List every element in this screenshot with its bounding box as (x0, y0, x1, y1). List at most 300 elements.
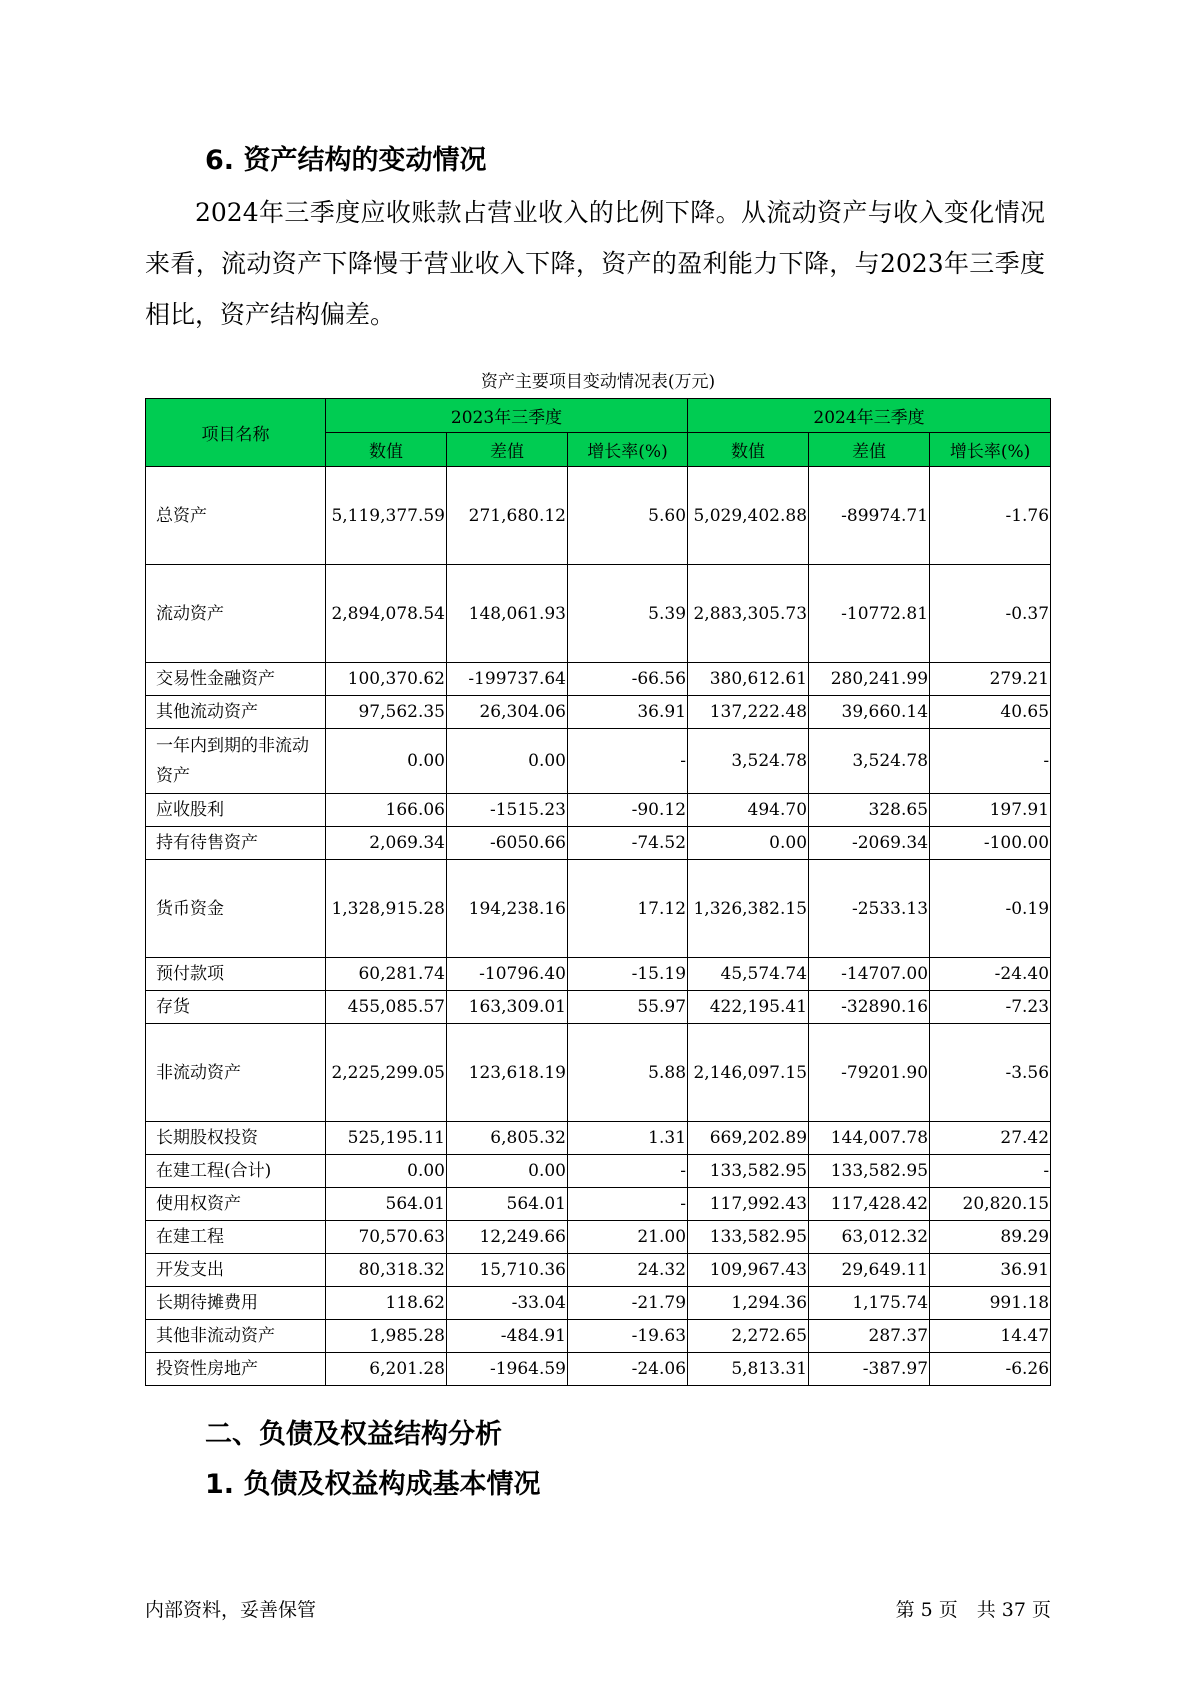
cell-growth-2023-text: - (680, 751, 687, 771)
cell-diff-2023 (447, 1287, 568, 1320)
row-item-name-text: 应收股利 (156, 800, 224, 820)
cell-value-2023 (326, 1155, 447, 1188)
cell-growth-2023-text: -19.63 (631, 1326, 687, 1346)
cell-diff-2023-text: 194,238.16 (468, 898, 566, 919)
table-row (146, 1353, 1051, 1386)
cell-value-2024 (688, 1254, 809, 1287)
row-item-name-text: 使用权资产 (156, 1194, 241, 1214)
cell-value-2023-text: 97,562.35 (358, 702, 445, 722)
cell-diff-2024 (809, 1254, 930, 1287)
cell-growth-2024-text: 197.91 (989, 800, 1050, 820)
row-item-name (146, 1188, 326, 1221)
cell-growth-2023 (568, 794, 688, 827)
cell-growth-2023 (568, 1287, 688, 1320)
cell-diff-2024 (809, 958, 930, 991)
header-period-2023: 2023年三季度 (326, 399, 688, 433)
row-item-name (146, 1155, 326, 1188)
cell-growth-2024 (930, 1188, 1051, 1221)
row-item-name (146, 729, 326, 794)
cell-growth-2023 (568, 991, 688, 1024)
cell-growth-2024 (930, 991, 1051, 1024)
cell-growth-2023 (568, 1188, 688, 1221)
table-row (146, 729, 1051, 794)
cell-growth-2023 (568, 696, 688, 729)
cell-value-2023-text: 455,085.57 (347, 997, 445, 1017)
cell-diff-2023-text: -6050.66 (489, 833, 566, 853)
cell-growth-2023-text: 55.97 (637, 997, 687, 1017)
header-diff-2023: 差值 (447, 433, 568, 467)
cell-diff-2024 (809, 1024, 930, 1122)
cell-growth-2023-text: - (680, 1194, 687, 1214)
cell-value-2023 (326, 1024, 447, 1122)
row-item-name (146, 794, 326, 827)
table-row (146, 1254, 1051, 1287)
cell-diff-2023 (447, 1353, 568, 1386)
cell-diff-2024 (809, 1353, 930, 1386)
table-row (146, 1155, 1051, 1188)
cell-growth-2023-text: 24.32 (637, 1260, 687, 1280)
cell-value-2023-text: 5,119,377.59 (331, 505, 445, 526)
analysis-paragraph (145, 187, 1045, 340)
cell-value-2023 (326, 696, 447, 729)
header-growth-2023: 增长率(%) (568, 433, 688, 467)
cell-value-2024 (688, 565, 809, 663)
row-item-name-text: 存货 (156, 997, 190, 1017)
cell-value-2024 (688, 1024, 809, 1122)
cell-diff-2024-text: -2533.13 (851, 898, 929, 919)
cell-value-2024-text: 669,202.89 (709, 1128, 808, 1148)
cell-value-2023 (326, 565, 447, 663)
cell-value-2024 (688, 991, 809, 1024)
row-item-name (146, 1122, 326, 1155)
cell-diff-2023-text: 12,249.66 (479, 1227, 566, 1247)
cell-growth-2024 (930, 565, 1051, 663)
cell-growth-2023 (568, 565, 688, 663)
cell-diff-2023 (447, 1155, 568, 1188)
cell-value-2023 (326, 1122, 447, 1155)
cell-diff-2023-text: 163,309.01 (468, 997, 566, 1017)
cell-value-2024 (688, 860, 809, 958)
cell-growth-2024-text: 27.42 (1000, 1128, 1050, 1148)
row-item-name (146, 1254, 326, 1287)
cell-diff-2024-text: 133,582.95 (830, 1161, 929, 1181)
cell-growth-2023 (568, 1353, 688, 1386)
cell-growth-2023 (568, 1122, 688, 1155)
table-row (146, 1287, 1051, 1320)
cell-value-2024 (688, 1287, 809, 1320)
cell-value-2024 (688, 1353, 809, 1386)
cell-diff-2023 (447, 729, 568, 794)
cell-growth-2023-text: 17.12 (637, 898, 687, 919)
row-item-name (146, 663, 326, 696)
cell-value-2023 (326, 1254, 447, 1287)
row-item-name-text: 持有待售资产 (156, 833, 258, 853)
cell-diff-2023-text: 0.00 (528, 751, 566, 771)
table-row (146, 860, 1051, 958)
cell-diff-2023-text: 564.01 (506, 1194, 566, 1214)
cell-diff-2024 (809, 860, 930, 958)
cell-growth-2024-text: -0.19 (1005, 898, 1050, 919)
cell-value-2024 (688, 827, 809, 860)
cell-diff-2024 (809, 991, 930, 1024)
cell-value-2023-text: 2,069.34 (369, 833, 445, 853)
cell-diff-2023 (447, 1188, 568, 1221)
cell-value-2023 (326, 467, 447, 565)
section-2-heading: 二、负债及权益结构分析 (205, 1419, 502, 1450)
cell-diff-2023 (447, 1024, 568, 1122)
cell-growth-2024 (930, 1024, 1051, 1122)
cell-value-2024 (688, 1155, 809, 1188)
cell-diff-2024-text: -2069.34 (851, 833, 929, 853)
row-item-name-text: 在建工程 (156, 1227, 224, 1247)
cell-diff-2024 (809, 696, 930, 729)
cell-value-2023 (326, 729, 447, 794)
cell-diff-2024-text: 287.37 (868, 1326, 929, 1346)
cell-value-2023-text: 166.06 (385, 800, 445, 820)
cell-growth-2023-text: -74.52 (631, 833, 687, 853)
cell-diff-2024-text: -387.97 (862, 1359, 929, 1379)
cell-value-2023 (326, 991, 447, 1024)
row-item-name (146, 1221, 326, 1254)
cell-value-2023 (326, 860, 447, 958)
cell-growth-2023 (568, 1155, 688, 1188)
table-row (146, 467, 1051, 565)
cell-value-2024 (688, 958, 809, 991)
cell-diff-2023-text: -1964.59 (489, 1359, 566, 1379)
table-row (146, 794, 1051, 827)
cell-value-2024-text: 5,029,402.88 (693, 505, 808, 526)
row-item-name-text: 其他流动资产 (156, 702, 258, 722)
cell-diff-2023 (447, 565, 568, 663)
cell-value-2024 (688, 1188, 809, 1221)
cell-diff-2023-text: 148,061.93 (468, 603, 566, 624)
table-caption: 资产主要项目变动情况表(万元) (480, 372, 716, 392)
asset-change-table (145, 398, 1051, 1386)
cell-value-2023 (326, 1287, 447, 1320)
header-period-2024: 2024年三季度 (688, 399, 1051, 433)
row-item-name (146, 696, 326, 729)
row-item-name-text: 长期待摊费用 (156, 1293, 258, 1313)
cell-growth-2024 (930, 1320, 1051, 1353)
cell-growth-2024 (930, 1122, 1051, 1155)
cell-value-2023-text: 118.62 (385, 1293, 445, 1313)
cell-diff-2024-text: 280,241.99 (830, 669, 929, 689)
cell-diff-2023 (447, 663, 568, 696)
cell-diff-2024-text: 29,649.11 (841, 1260, 929, 1280)
cell-growth-2023-text: -24.06 (631, 1359, 687, 1379)
cell-growth-2024-text: 89.29 (1000, 1227, 1050, 1247)
cell-growth-2024-text: - (1043, 1161, 1050, 1181)
cell-growth-2024 (930, 696, 1051, 729)
cell-value-2023-text: 100,370.62 (347, 669, 445, 689)
cell-growth-2024-text: 20,820.15 (962, 1194, 1050, 1214)
cell-value-2024 (688, 663, 809, 696)
cell-diff-2023-text: -33.04 (511, 1293, 566, 1313)
cell-value-2023 (326, 827, 447, 860)
cell-value-2024 (688, 467, 809, 565)
cell-value-2024-text: 133,582.95 (709, 1227, 808, 1247)
cell-value-2024-text: 422,195.41 (709, 997, 808, 1017)
cell-diff-2024-text: -89974.71 (841, 505, 929, 526)
cell-diff-2024-text: -32890.16 (841, 997, 929, 1017)
header-growth-2024: 增长率(%) (930, 433, 1051, 467)
table-row (146, 1221, 1051, 1254)
cell-value-2024 (688, 729, 809, 794)
cell-diff-2024 (809, 794, 930, 827)
cell-value-2024 (688, 1221, 809, 1254)
cell-value-2024-text: 2,146,097.15 (693, 1062, 808, 1083)
cell-diff-2024 (809, 565, 930, 663)
cell-growth-2023 (568, 860, 688, 958)
row-item-name (146, 1287, 326, 1320)
cell-growth-2023 (568, 827, 688, 860)
cell-growth-2024-text: -24.40 (994, 964, 1050, 984)
table-row (146, 827, 1051, 860)
cell-value-2024 (688, 1122, 809, 1155)
cell-diff-2023 (447, 696, 568, 729)
row-item-name-text: 开发支出 (156, 1260, 224, 1280)
cell-growth-2023-text: 1.31 (648, 1128, 687, 1148)
cell-value-2023-text: 525,195.11 (347, 1128, 445, 1148)
cell-growth-2024 (930, 729, 1051, 794)
cell-diff-2023 (447, 1320, 568, 1353)
cell-diff-2023-text: -1515.23 (489, 800, 566, 820)
cell-growth-2023 (568, 1221, 688, 1254)
cell-value-2024 (688, 696, 809, 729)
cell-diff-2024 (809, 1155, 930, 1188)
cell-growth-2024-text: - (1043, 751, 1050, 771)
table-row (146, 565, 1051, 663)
cell-diff-2024 (809, 1122, 930, 1155)
row-item-name (146, 860, 326, 958)
cell-value-2023 (326, 794, 447, 827)
row-item-name-text: 一年内到期的非流动资产 (156, 736, 309, 786)
cell-diff-2023-text: -484.91 (500, 1326, 566, 1346)
section-2-1-heading: 1. 负债及权益构成基本情况 (205, 1469, 541, 1500)
cell-growth-2024 (930, 1155, 1051, 1188)
cell-growth-2023-text: -21.79 (631, 1293, 687, 1313)
cell-diff-2024-text: -14707.00 (841, 964, 929, 984)
row-item-name (146, 1320, 326, 1353)
cell-diff-2023 (447, 991, 568, 1024)
cell-diff-2024-text: 63,012.32 (841, 1227, 929, 1247)
footer-page-number: 第 5 页 共 37 页 (895, 1599, 1051, 1621)
cell-diff-2023-text: 6,805.32 (490, 1128, 566, 1148)
cell-growth-2024-text: 40.65 (1000, 702, 1050, 722)
table-row (146, 1188, 1051, 1221)
cell-growth-2024-text: 36.91 (1000, 1260, 1050, 1280)
row-item-name-text: 交易性金融资产 (156, 669, 275, 689)
table-body (146, 467, 1051, 1386)
row-item-name-text: 投资性房地产 (156, 1359, 258, 1379)
header-value-2023: 数值 (326, 433, 447, 467)
cell-growth-2024 (930, 1254, 1051, 1287)
cell-diff-2024 (809, 827, 930, 860)
cell-value-2024-text: 2,883,305.73 (693, 603, 808, 624)
row-item-name (146, 1024, 326, 1122)
cell-diff-2023 (447, 958, 568, 991)
cell-value-2023-text: 80,318.32 (358, 1260, 445, 1280)
paragraph-text: 2024年三季度应收账款占营业收入的比例下降。从流动资产与收入变化情况来看，流动资产下降慢于营业收入下降，资产的盈利能力下降，与2023年三季度相比，资产结构偏差。 (145, 198, 1045, 329)
cell-diff-2023 (447, 467, 568, 565)
row-item-name (146, 958, 326, 991)
cell-growth-2024-text: 14.47 (1000, 1326, 1050, 1346)
cell-value-2024-text: 117,992.43 (709, 1194, 808, 1214)
cell-diff-2024-text: 39,660.14 (841, 702, 929, 722)
row-item-name-text: 总资产 (156, 505, 207, 526)
cell-growth-2024-text: -0.37 (1005, 603, 1050, 624)
cell-value-2023-text: 6,201.28 (369, 1359, 445, 1379)
cell-diff-2024 (809, 1188, 930, 1221)
cell-value-2024-text: 1,294.36 (731, 1293, 808, 1313)
cell-value-2023-text: 1,985.28 (369, 1326, 445, 1346)
cell-growth-2023 (568, 1024, 688, 1122)
cell-value-2024-text: 494.70 (747, 800, 808, 820)
table-row (146, 958, 1051, 991)
cell-diff-2024-text: -10772.81 (841, 603, 929, 624)
cell-growth-2023-text: 21.00 (637, 1227, 687, 1247)
cell-growth-2024 (930, 1353, 1051, 1386)
cell-growth-2024 (930, 663, 1051, 696)
cell-growth-2023-text: -90.12 (631, 800, 687, 820)
cell-value-2023-text: 564.01 (385, 1194, 445, 1214)
cell-value-2023 (326, 958, 447, 991)
cell-value-2023-text: 2,225,299.05 (331, 1062, 445, 1083)
cell-growth-2023-text: 5.60 (648, 505, 687, 526)
cell-value-2023-text: 0.00 (407, 751, 445, 771)
row-item-name-text: 预付款项 (156, 964, 224, 984)
cell-growth-2023 (568, 958, 688, 991)
cell-growth-2024 (930, 467, 1051, 565)
cell-growth-2023 (568, 1320, 688, 1353)
cell-value-2024-text: 2,272.65 (731, 1326, 808, 1346)
row-item-name-text: 流动资产 (156, 603, 224, 624)
cell-growth-2023 (568, 729, 688, 794)
table-row (146, 1122, 1051, 1155)
cell-growth-2023 (568, 663, 688, 696)
cell-diff-2023-text: -10796.40 (479, 964, 566, 984)
cell-value-2024-text: 0.00 (769, 833, 808, 853)
cell-value-2024 (688, 794, 809, 827)
section-6-heading: 6. 资产结构的变动情况 (205, 145, 487, 176)
cell-growth-2024-text: -100.00 (983, 833, 1050, 853)
table-row (146, 663, 1051, 696)
cell-diff-2024-text: 3,524.78 (852, 751, 929, 771)
cell-diff-2023-text: 0.00 (528, 1161, 566, 1181)
cell-diff-2024-text: 117,428.42 (830, 1194, 929, 1214)
row-item-name-text: 货币资金 (156, 898, 224, 919)
table-row (146, 991, 1051, 1024)
cell-diff-2024 (809, 1287, 930, 1320)
cell-growth-2023-text: 36.91 (637, 702, 687, 722)
row-item-name-text: 非流动资产 (156, 1062, 241, 1083)
cell-diff-2024 (809, 663, 930, 696)
cell-value-2023 (326, 1188, 447, 1221)
footer-confidential: 内部资料，妥善保管 (145, 1599, 317, 1621)
cell-diff-2023 (447, 1221, 568, 1254)
cell-value-2023-text: 1,328,915.28 (331, 898, 445, 919)
cell-diff-2024-text: -79201.90 (841, 1062, 929, 1083)
cell-value-2023 (326, 663, 447, 696)
row-item-name (146, 565, 326, 663)
cell-diff-2023-text: 271,680.12 (468, 505, 566, 526)
cell-value-2024-text: 1,326,382.15 (693, 898, 808, 919)
cell-growth-2023-text: -66.56 (631, 669, 687, 689)
row-item-name-text: 长期股权投资 (156, 1128, 258, 1148)
cell-growth-2024 (930, 958, 1051, 991)
cell-value-2024 (688, 1320, 809, 1353)
header-item-name: 项目名称 (146, 399, 326, 467)
table-row (146, 1320, 1051, 1353)
cell-diff-2023-text: 15,710.36 (479, 1260, 566, 1280)
header-diff-2024: 差值 (809, 433, 930, 467)
cell-value-2023 (326, 1320, 447, 1353)
cell-growth-2024 (930, 860, 1051, 958)
cell-diff-2024-text: 144,007.78 (830, 1128, 929, 1148)
cell-growth-2024 (930, 794, 1051, 827)
row-item-name-text: 在建工程(合计) (156, 1161, 272, 1181)
cell-value-2024-text: 3,524.78 (731, 751, 808, 771)
cell-growth-2024-text: 279.21 (989, 669, 1050, 689)
cell-growth-2023-text: 5.39 (648, 603, 687, 624)
cell-growth-2023 (568, 467, 688, 565)
cell-growth-2023-text: -15.19 (631, 964, 687, 984)
table-row (146, 1024, 1051, 1122)
cell-diff-2023 (447, 827, 568, 860)
cell-growth-2023-text: - (680, 1161, 687, 1181)
cell-value-2024-text: 109,967.43 (709, 1260, 808, 1280)
cell-diff-2023-text: 26,304.06 (479, 702, 566, 722)
cell-growth-2024-text: 991.18 (989, 1293, 1050, 1313)
cell-value-2024-text: 133,582.95 (709, 1161, 808, 1181)
header-value-2024: 数值 (688, 433, 809, 467)
cell-diff-2023 (447, 1122, 568, 1155)
cell-value-2023 (326, 1353, 447, 1386)
cell-value-2024-text: 45,574.74 (720, 964, 808, 984)
cell-value-2024-text: 380,612.61 (709, 669, 808, 689)
row-item-name (146, 1353, 326, 1386)
row-item-name-text: 其他非流动资产 (156, 1326, 275, 1346)
cell-growth-2024-text: -3.56 (1005, 1062, 1050, 1083)
cell-growth-2024-text: -7.23 (1005, 997, 1050, 1017)
cell-diff-2023-text: -199737.64 (468, 669, 566, 689)
row-item-name (146, 991, 326, 1024)
cell-growth-2024 (930, 1287, 1051, 1320)
row-item-name (146, 827, 326, 860)
cell-growth-2023 (568, 1254, 688, 1287)
cell-value-2023 (326, 1221, 447, 1254)
cell-growth-2024 (930, 827, 1051, 860)
cell-diff-2023 (447, 794, 568, 827)
cell-diff-2023 (447, 1254, 568, 1287)
cell-diff-2024 (809, 1320, 930, 1353)
row-item-name (146, 467, 326, 565)
cell-value-2024-text: 137,222.48 (709, 702, 808, 722)
cell-diff-2023 (447, 860, 568, 958)
table-row (146, 696, 1051, 729)
cell-growth-2024-text: -1.76 (1005, 505, 1050, 526)
cell-diff-2024 (809, 729, 930, 794)
cell-diff-2024 (809, 467, 930, 565)
cell-value-2024-text: 5,813.31 (731, 1359, 808, 1379)
cell-value-2023-text: 70,570.63 (358, 1227, 445, 1247)
cell-value-2023-text: 0.00 (407, 1161, 445, 1181)
cell-growth-2024 (930, 1221, 1051, 1254)
cell-value-2023-text: 2,894,078.54 (331, 603, 445, 624)
cell-diff-2024-text: 328.65 (868, 800, 929, 820)
cell-diff-2023-text: 123,618.19 (468, 1062, 566, 1083)
cell-value-2023-text: 60,281.74 (358, 964, 445, 984)
